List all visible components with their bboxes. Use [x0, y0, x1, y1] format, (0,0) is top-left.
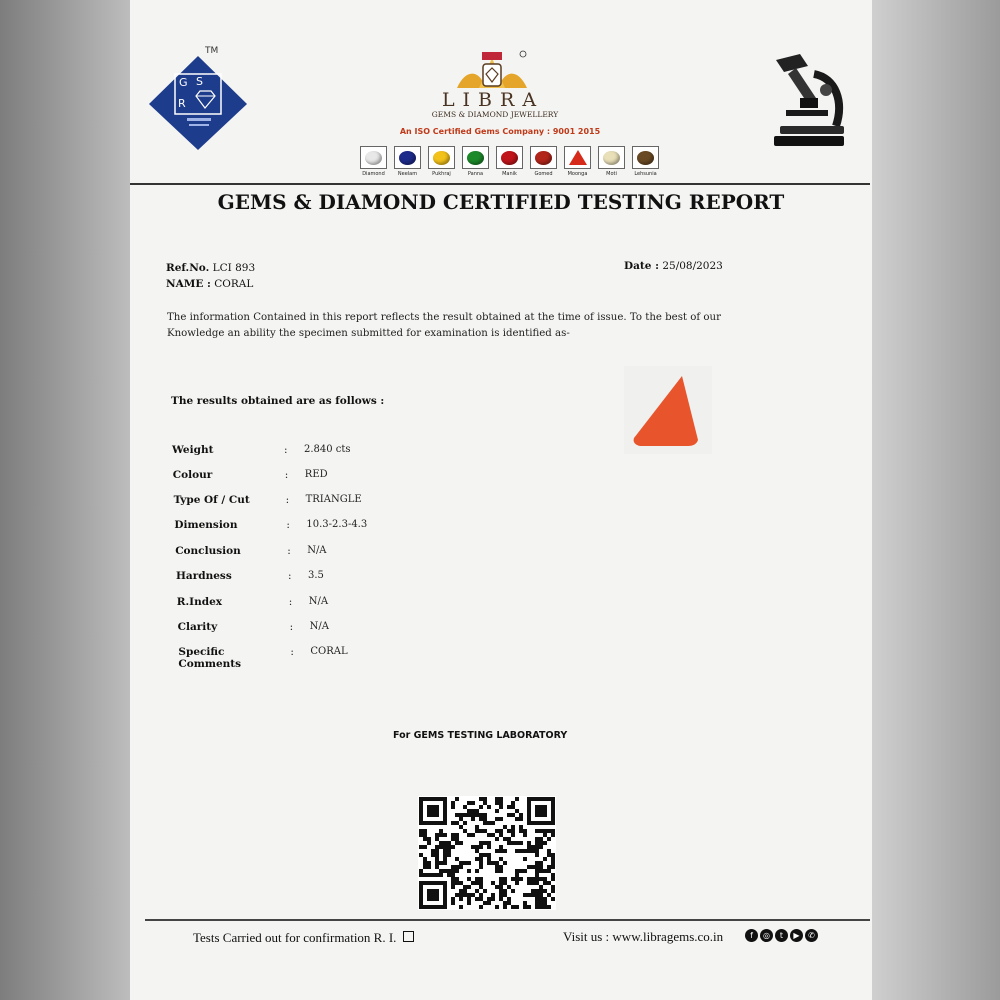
result-row — [174, 519, 367, 531]
name-label: NAME : — [166, 278, 211, 290]
result-value: 3.5 — [308, 570, 324, 581]
website-link[interactable]: Visit us : www.libragems.co.in — [563, 929, 724, 944]
left-background — [0, 0, 130, 1000]
gem-label: Neelam — [397, 171, 418, 177]
youtube-icon[interactable]: ▶ — [790, 929, 803, 942]
gemstone-strip — [358, 146, 661, 180]
date-value: 25/08/2023 — [662, 260, 723, 272]
result-value: TRIANGLE — [305, 494, 362, 505]
gem-icon — [530, 146, 557, 169]
result-label: Type Of / Cut — [173, 494, 250, 506]
social-icons — [745, 929, 818, 942]
gem-icon — [462, 146, 489, 169]
gem-manik — [494, 146, 525, 180]
result-label: Colour — [172, 469, 213, 481]
gem-label: Moonga — [567, 171, 588, 177]
report-date — [624, 260, 723, 272]
footer-divider — [145, 919, 870, 921]
gem-icon — [394, 146, 421, 169]
gem-label: Gomed — [534, 171, 553, 177]
checkbox-icon — [403, 931, 414, 942]
result-value: N/A — [309, 621, 329, 632]
gem-icon — [598, 146, 625, 169]
result-colon: : — [284, 444, 288, 456]
gem-moonga — [562, 146, 593, 180]
gem-label: Panna — [467, 171, 484, 177]
result-value: 2.840 cts — [304, 444, 351, 455]
result-label: Dimension — [174, 519, 238, 531]
ref-label: Ref.No. — [166, 262, 210, 274]
laboratory-signature-label: For GEMS TESTING LABORATORY — [393, 730, 568, 741]
result-row — [172, 444, 351, 456]
ref-value: LCI 893 — [212, 262, 256, 274]
gem-label: Pukhraj — [432, 171, 451, 177]
intro-paragraph: The information Contained in this report reflects the result obtained at the time of issue. To the best of our Knowledge an ability the specimen submitted for examination is identified as- — [167, 312, 721, 339]
result-value: N/A — [308, 596, 329, 607]
result-value: RED — [304, 469, 328, 480]
gem-label: Diamond — [362, 171, 385, 177]
reference-number — [166, 262, 255, 274]
trademark-mark: TM — [205, 46, 219, 56]
gem-diamond — [358, 146, 389, 180]
twitter-icon[interactable]: t — [775, 929, 788, 942]
result-label: Specific Comments — [178, 646, 242, 670]
result-colon: : — [286, 519, 290, 531]
result-row — [177, 596, 328, 608]
result-label: R.Index — [176, 596, 223, 608]
iso-certification: An ISO Certified Gems Company : 9001 2015 — [399, 127, 601, 136]
svg-text:G: G — [179, 76, 188, 89]
gem-icon — [496, 146, 523, 169]
right-background — [872, 0, 1000, 1000]
gem-moti — [596, 146, 627, 180]
gem-gomed — [528, 146, 559, 180]
result-value: 10.3-2.3-4.3 — [306, 519, 368, 530]
name-value: CORAL — [214, 278, 254, 290]
qr-code[interactable] — [418, 796, 556, 910]
libra-crest-logo — [437, 48, 547, 94]
gem-pukhraj — [426, 146, 457, 180]
header-divider — [130, 183, 870, 185]
result-label: Hardness — [176, 570, 232, 582]
gsr-logo — [147, 54, 249, 152]
result-row — [175, 545, 326, 557]
gem-neelam — [392, 146, 423, 180]
result-colon: : — [290, 646, 294, 658]
brand-subtitle: GEMS & DIAMOND JEWELLERY — [431, 110, 559, 119]
result-label: Conclusion — [175, 545, 241, 557]
tests-note — [193, 930, 414, 946]
result-colon: : — [289, 621, 294, 633]
result-row — [176, 570, 324, 582]
tests-text: Tests Carried out for confirmation R. I. — [193, 930, 397, 945]
gem-icon — [564, 146, 591, 169]
svg-text:S: S — [196, 75, 203, 88]
gem-lehsunia — [630, 146, 661, 180]
result-colon: : — [284, 469, 289, 481]
result-value: N/A — [307, 545, 327, 556]
result-row — [173, 469, 328, 481]
microscope-icon — [770, 52, 848, 148]
gem-label: Lehsunia — [634, 171, 657, 177]
instagram-icon[interactable]: ◎ — [760, 929, 773, 942]
gem-label: Manik — [502, 171, 517, 177]
results-heading: The results obtained are as follows : — [171, 395, 385, 407]
brand-name: LIBRA — [441, 89, 545, 111]
result-colon: : — [287, 545, 291, 557]
gem-label: Moti — [606, 171, 617, 177]
result-value: CORAL — [310, 646, 348, 657]
facebook-icon[interactable]: f — [745, 929, 758, 942]
gem-panna — [460, 146, 491, 180]
gem-icon — [632, 146, 659, 169]
result-colon: : — [285, 494, 290, 506]
svg-text:R: R — [178, 97, 186, 110]
diamond-icon — [360, 146, 387, 169]
result-colon: : — [288, 570, 292, 582]
gem-icon — [428, 146, 455, 169]
result-row — [178, 646, 347, 670]
coral-gem-photo — [624, 366, 712, 454]
specimen-name — [166, 278, 253, 290]
result-label: Clarity — [177, 621, 218, 633]
result-label: Weight — [172, 444, 214, 456]
whatsapp-icon[interactable]: ✆ — [805, 929, 818, 942]
date-label: Date : — [624, 260, 659, 272]
result-row — [174, 494, 362, 506]
report-title: GEMS & DIAMOND CERTIFIED TESTING REPORT — [217, 190, 785, 214]
result-row — [178, 621, 329, 633]
result-colon: : — [288, 596, 293, 608]
